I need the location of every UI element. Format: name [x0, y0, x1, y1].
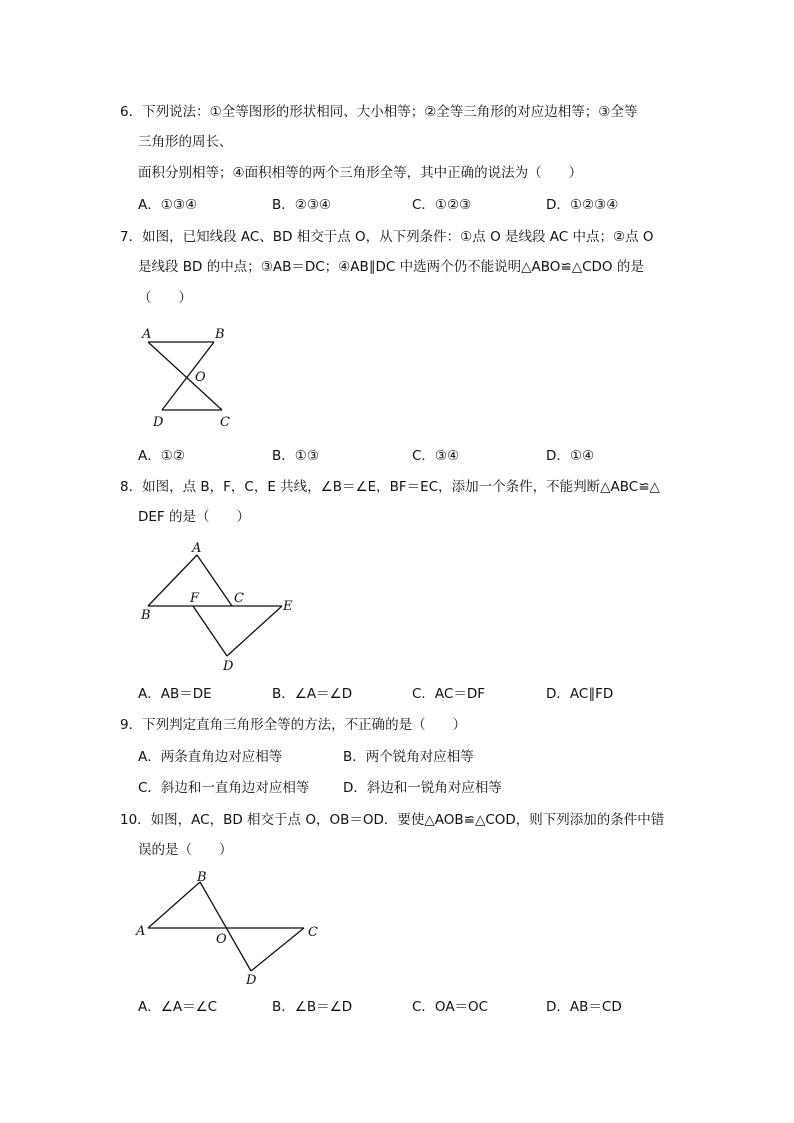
q10-label-b: B — [197, 870, 207, 885]
q9-option-a: A．两条直角边对应相等 — [138, 749, 283, 765]
q10-option-b: B．∠B＝∠D — [272, 999, 353, 1015]
q10-label-d: D — [246, 973, 257, 988]
q8-label-a: A — [192, 541, 202, 556]
q10-figure — [130, 865, 330, 994]
q7-option-c: C．③④ — [412, 448, 460, 464]
q6-stem-line3: 面积分别相等；④面积相等的两个三角形全等，其中正确的说法为（ ） — [138, 165, 583, 181]
q8-option-b: B．∠A＝∠D — [272, 686, 353, 702]
q6-option-c: C．①②③ — [412, 197, 472, 213]
q7-figure — [130, 320, 250, 439]
q6-option-b: B．②③④ — [272, 197, 332, 213]
q7-stem-line3: （ ） — [138, 290, 192, 306]
q7-label-o: O — [195, 370, 206, 385]
q7-label-b: B — [215, 327, 225, 342]
q7-stem-line2: 是线段 BD 的中点；③AB＝DC；④AB∥DC 中选两个仍不能说明△ABO≌△CDO 的是 — [138, 259, 644, 275]
q7-label-d: D — [153, 415, 164, 430]
q8-option-c: C．AC＝DF — [412, 686, 486, 702]
q8-option-a: A．AB＝DE — [138, 686, 212, 702]
q10-label-o: O — [216, 932, 227, 947]
q8-stem-line1: 8．如图，点 B，F，C，E 共线，∠B＝∠E，BF＝EC，添加一个条件，不能判断△ABC≌△ — [120, 479, 660, 495]
q7-option-a: A．①② — [138, 448, 185, 464]
q10-label-c: C — [308, 925, 318, 940]
q6-stem-line1: 6．下列说法：①全等图形的形状相同、大小相等；②全等三角形的对应边相等；③全等 — [120, 104, 638, 120]
q7-label-a: A — [142, 327, 152, 342]
q8-figure — [130, 535, 310, 684]
q10-option-c: C．OA＝OC — [412, 999, 489, 1015]
q7-option-b: B．①③ — [272, 448, 319, 464]
q7-option-d: D．①④ — [546, 448, 595, 464]
q8-label-e: E — [283, 599, 293, 614]
q9-option-d: D．斜边和一锐角对应相等 — [343, 780, 502, 796]
q8-option-d: D．AC∥FD — [546, 686, 614, 702]
q10-stem-line1: 10．如图，AC，BD 相交于点 O，OB＝OD．要使△AOB≌△COD，则下列添加的条件中错 — [120, 812, 665, 828]
q10-stem-line2: 误的是（ ） — [138, 842, 233, 858]
q8-label-b: B — [141, 608, 151, 623]
q9-option-b: B．两个锐角对应相等 — [343, 749, 474, 765]
q8-label-f: F — [190, 591, 200, 606]
q10-label-a: A — [136, 924, 146, 939]
q10-option-d: D．AB＝CD — [546, 999, 622, 1015]
q7-stem-line1: 7．如图，已知线段 AC、BD 相交于点 O，从下列条件：①点 O 是线段 AC 中点；②点 O — [120, 229, 654, 245]
q6-option-a: A．①③④ — [138, 197, 198, 213]
q7-label-c: C — [220, 415, 230, 430]
q6-option-d: D．①②③④ — [546, 197, 619, 213]
q10-option-a: A．∠A＝∠C — [138, 999, 218, 1015]
q8-label-c: C — [234, 591, 244, 606]
q8-label-d: D — [223, 659, 234, 674]
q6-stem-line2: 三角形的周长、 — [138, 134, 233, 150]
q8-stem-line2: DEF 的是（ ） — [138, 509, 250, 525]
q9-option-c: C．斜边和一直角边对应相等 — [138, 780, 310, 796]
q9-stem-line1: 9．下列判定直角三角形全等的方法，不正确的是（ ） — [120, 717, 467, 733]
